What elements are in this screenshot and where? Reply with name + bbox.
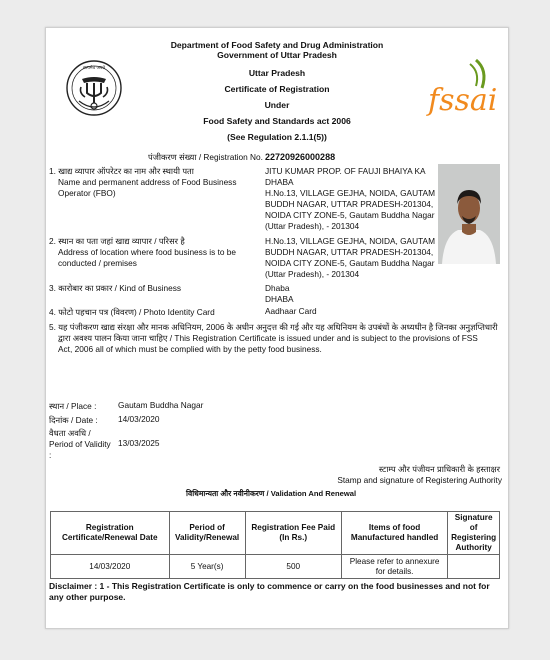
- fbo-name-label-en2: Operator (FBO): [58, 188, 116, 198]
- business-kind-label: 3. कारोबार का प्रकार / Kind of Business: [49, 283, 182, 293]
- provision-text-line3: Act, 2006 all of which must be complied with by the petty food business.: [58, 344, 322, 354]
- validation-renewal-table: [50, 511, 500, 579]
- premises-value-line: NOIDA CITY ZONE-5, Gautam Buddha Nagar: [265, 258, 435, 268]
- up-emblem-logo: [65, 57, 123, 119]
- svg-text:सत्यमेव जयते: सत्यमेव जयते: [82, 66, 106, 71]
- photo-id-value: Aadhaar Card: [265, 306, 317, 316]
- place-label: स्थान / Place :: [49, 401, 97, 411]
- premises-value-line: (Uttar Pradesh), - 201304: [265, 269, 360, 279]
- table-cell: 500: [245, 555, 341, 579]
- table-header: Items of food Manufactured handled: [341, 512, 447, 555]
- fbo-name-value-line: DHABA: [265, 177, 294, 187]
- certificate-sheet: [45, 27, 509, 629]
- table-header: Registration Fee Paid (In Rs.): [245, 512, 341, 555]
- registration-label: पंजीकरण संख्या / Registration No.: [148, 152, 263, 162]
- business-kind-value: DHABA: [265, 294, 294, 304]
- premises-value-line: BUDDH NAGAR, UTTAR PRADESH-201304,: [265, 247, 434, 257]
- table-cell: [448, 555, 500, 579]
- fbo-name-label-hindi: 1. खाद्य व्यापार ऑपरेटर का नाम और स्थायी पता: [49, 166, 194, 176]
- photo-id-label: 4. फोटो पहचान पत्र (विवरण) / Photo Identity Card: [49, 307, 215, 317]
- validity-label: Period of Validity: [49, 439, 111, 449]
- table-header: Registration Certificate/Renewal Date: [51, 512, 170, 555]
- fbo-name-value-line: NOIDA CITY ZONE-5, Gautam Buddha Nagar: [265, 210, 435, 220]
- state-title: Uttar Pradesh: [248, 68, 306, 78]
- premises-value-line: H.No.13, VILLAGE GEJHA, NOIDA, GAUTAM: [265, 236, 435, 246]
- under-text: Under: [264, 100, 290, 110]
- registration-number: 22720926000288: [265, 152, 336, 162]
- table-cell: Please refer to annexure for details.: [341, 555, 447, 579]
- fssai-logo: [426, 58, 498, 120]
- government-title: Government of Uttar Pradesh: [217, 50, 337, 60]
- stamp-label-english: Stamp and signature of Registering Authority: [337, 475, 502, 485]
- fbo-name-value-line: H.No.13, VILLAGE GEJHA, NOIDA, GAUTAM: [265, 188, 435, 198]
- place-value: Gautam Buddha Nagar: [118, 400, 204, 410]
- provision-text-line1: 5. यह पंजीकरण खाद्य संरक्षा और मानक अधिनियम, 2006 के अधीन अनुदत्त की गई और यह अधिनियम के उपबंधों के अध्यधीन है जिनका अनुज्ञप्तिधारी: [49, 322, 498, 332]
- date-label: दिनांक / Date :: [49, 415, 98, 425]
- fbo-name-value-line: BUDDH NAGAR, UTTAR PRADESH-201304,: [265, 199, 434, 209]
- act-title: Food Safety and Standards act 2006: [203, 116, 351, 126]
- business-kind-value: Dhaba: [265, 283, 290, 293]
- regulation-text: (See Regulation 2.1.1(5)): [227, 132, 327, 142]
- validity-label: वैधता अवधि /: [49, 428, 91, 438]
- premises-label-en2: conducted / premises: [58, 258, 137, 268]
- stamp-label-hindi: स्टाम्प और पंजीयन प्राधिकारी के हस्ताक्षर: [378, 464, 500, 474]
- table-cell: 14/03/2020: [51, 555, 170, 579]
- validation-renewal-title: विधिमान्यता और नवीनीकरण / Validation And Renewal: [186, 489, 357, 498]
- applicant-photo: [438, 164, 500, 264]
- fbo-name-value-line: (Uttar Pradesh), - 201304: [265, 221, 360, 231]
- validity-value: 13/03/2025: [118, 438, 160, 448]
- provision-text-line2: द्वारा अवश्य पालन किया जाना चाहिए / This Registration Certificate is issued under and is subject to the provisions of FSS: [58, 333, 478, 343]
- table-header: Period of Validity/Renewal: [169, 512, 245, 555]
- disclaimer-text: Disclaimer : 1 - This Registration Certificate is only to commence or carry on the food businesses and not for any other purpose.: [49, 581, 490, 602]
- fbo-name-value-line: JITU KUMAR PROP. OF FAUJI BHAIYA KA: [265, 166, 426, 176]
- table-cell: 5 Year(s): [169, 555, 245, 579]
- table-header-row: [51, 512, 500, 555]
- department-title: Department of Food Safety and Drug Administration: [170, 40, 384, 50]
- fbo-name-label-en1: Name and permanent address of Food Business: [58, 177, 237, 187]
- premises-label-en1: Address of location where food business is to be: [58, 247, 237, 257]
- table-row: [51, 555, 500, 579]
- fssai-logo-text: fssai: [428, 83, 498, 118]
- certificate-title: Certificate of Registration: [224, 84, 330, 94]
- premises-label-hindi: 2. स्थान का पता जहां खाद्य व्यापार / परिसर है: [49, 236, 185, 246]
- date-value: 14/03/2020: [118, 414, 160, 424]
- table-header: Signature of Registering Authority: [448, 512, 500, 555]
- validity-label: :: [49, 450, 52, 460]
